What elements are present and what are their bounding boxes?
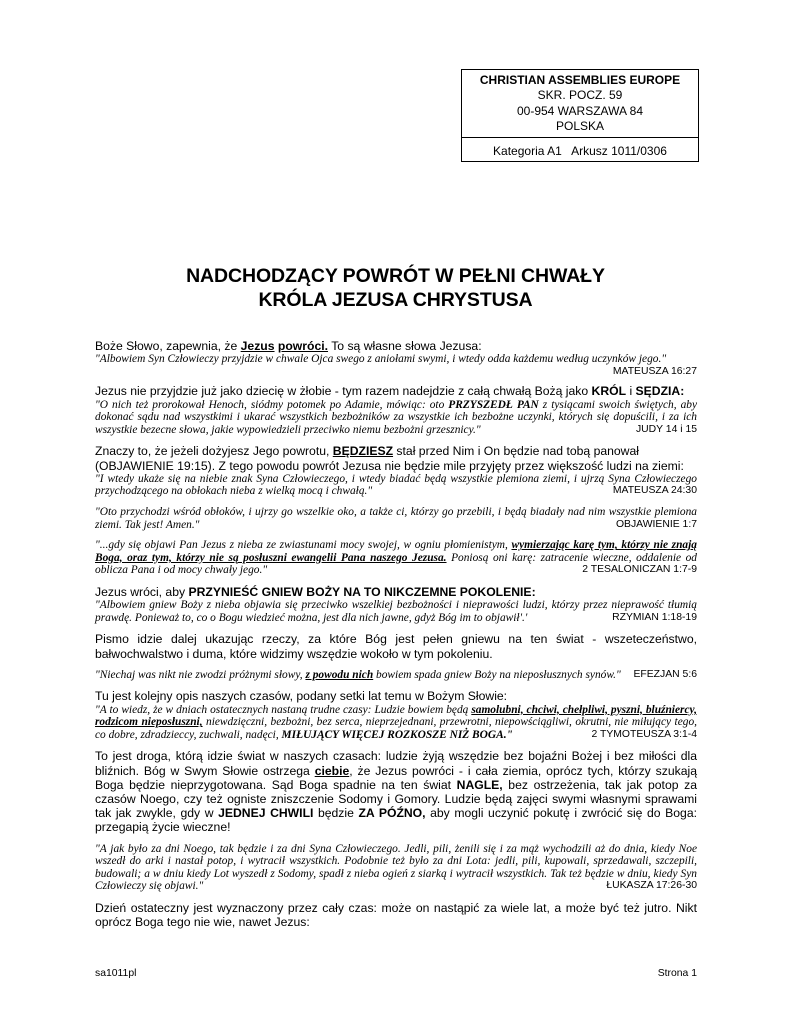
- quote-text: "O nich też prorokował Henoch, siódmy potomek po Adamie, mówiąc: oto: [95, 398, 449, 411]
- quote-text: "A to wiedz, że w dniach ostatecznych nastaną trudne czasy: Ludzie bowiem będą: [95, 703, 472, 716]
- emphasis: PRZYSZEDŁ PAN: [448, 398, 539, 411]
- emphasis: MIŁUJĄCY WIĘCEJ ROZKOSZE NIŻ BOGA.": [281, 728, 513, 741]
- scripture-quote: [95, 399, 697, 437]
- paragraph: Tu jest kolejny opis naszych czasów, podany setki lat temu w Bożym Słowie:: [95, 689, 508, 704]
- quote-text: "Niechaj was nikt nie zwodzi próżnymi słowy,: [95, 668, 306, 681]
- section-8: [95, 669, 697, 682]
- emphasis: ZA PÓŹNO,: [358, 806, 426, 821]
- scripture-reference: MATEUSZA 16:27: [612, 365, 697, 377]
- quote-text: niewdzięczni, bezbożni, bez serca, nieprzejednani, przewrotni, niepowściągliwi, okrutni, nie miłujący tego, co dobre, zdradzieccy, zuchwali, nadęci,: [95, 716, 697, 741]
- emphasis: JEDNEJ CHWILI: [218, 806, 314, 821]
- quote-text: z tysiącami swoich świętych, aby dokonać sądu nad wszystkimi i ukarać wszystkich bezbożników za wszystkie ich bezbożne uczynki, których się dopuścili, i za ich wszystkie bezecne słowa, jakie wypowiedzieli przeciwko niemu bezbożni grzesznicy.": [95, 398, 698, 436]
- address-line-3: POLSKA: [555, 119, 605, 134]
- emphasis: samolubni, chciwi, chełpliwi, pyszni, bluźniercy, rodzicom nieposłuszni,: [95, 703, 697, 729]
- scripture-quote: [95, 353, 697, 366]
- scripture-quote: [95, 599, 697, 624]
- emphasis: wymierzając karę tym, którzy nie znają Boga, oraz tym, którzy nie są posłuszni ewangelii Pana naszego Jezusa.: [95, 539, 697, 564]
- scripture-reference: RZYMIAN 1:18-19: [612, 611, 697, 623]
- scripture-reference: 2 TYMOTEUSZA 3:1-4: [591, 728, 697, 740]
- scripture-reference: JUDY 14 i 15: [635, 423, 697, 435]
- address-box: [461, 69, 699, 162]
- text: Jezus wróci, aby: [95, 584, 189, 599]
- quote-text: "...gdy się objawi Pan Jezus z nieba ze zwiastunami mocy swojej, w ogniu płomienistym,: [95, 539, 512, 552]
- emphasis: powróci.: [277, 339, 329, 353]
- section-2: [95, 384, 697, 436]
- emphasis: NAGLE,: [456, 777, 503, 792]
- title-line-1: NADCHODZĄCY POWRÓT W PEŁNI CHWAŁY: [186, 265, 605, 287]
- text: , że Jezus powróci - i cała ziemia, oprócz tych, którzy szukają Boga będzie nieprzygotowana. Sąd Boga spadnie na ten świat: [95, 763, 697, 792]
- text: Boże Słowo, zapewnia, że: [95, 339, 241, 353]
- text: stał przed Nim i On będzie nad tobą panował (OBJAWIENIE 19:15). Z tego powodu powrót Jezusa nie będzie mile przyjęty przez większość ludzi na ziemi:: [95, 444, 684, 473]
- document-body: [95, 339, 697, 937]
- scripture-quote: [95, 669, 697, 682]
- paragraph: [95, 444, 697, 472]
- paragraph: Dzień ostateczny jest wyznaczony przez cały czas: może on nastąpić za wiele lat, a może być też jutro. Nikt oprócz Boga tego nie wie, nawet Jezus:: [95, 900, 697, 930]
- emphasis: ciebie: [314, 763, 350, 778]
- scripture-quote: [95, 506, 697, 531]
- organization-name: CHRISTIAN ASSEMBLIES EUROPE: [479, 73, 681, 87]
- text: Jezus nie przyjdzie już jako dziecię w żłobie - tym razem nadejdzie z całą chwałą Bożą jako: [95, 384, 592, 399]
- section-5: [95, 539, 697, 577]
- emphasis: SĘDZIA:: [635, 384, 685, 399]
- text: bez ostrzeżenia, tak jak potop za czasów Noego, czy też ogniste zniszczenie Sodomy i Gomory. Ludzie będą zajęci swymi własnymi sprawami tak jak zwykle, gdy w: [95, 777, 697, 821]
- section-1: [95, 339, 697, 378]
- address-line-2: 00-954 WARSZAWA 84: [516, 103, 644, 118]
- quote-text: "Albowiem gniew Boży z nieba objawia się przeciwko wszelkiej bezbożności i nieprawości ludzi, którzy przez nieprawość tłumią prawdę. Ponieważ to, co o Bogu wiedzieć można, jest dla nich jawne, gdyż Bóg im to objawił'.': [95, 599, 697, 624]
- address-line-1: SKR. POCZ. 59: [537, 88, 623, 103]
- paragraph: [95, 749, 697, 834]
- section-9: [95, 689, 697, 741]
- footer-document-id: sa1011pl: [95, 968, 137, 979]
- scripture-reference: ŁUKASZA 17:26-30: [606, 880, 697, 892]
- emphasis: z powodu nich: [305, 668, 374, 681]
- text: To są własne słowa Jezusa:: [328, 339, 482, 353]
- section-10: [95, 749, 697, 834]
- scripture-quote: [95, 473, 697, 498]
- emphasis: Jezus: [240, 339, 275, 353]
- emphasis: BĘDZIESZ: [332, 444, 394, 459]
- scripture-quote: [95, 704, 697, 742]
- page-title: [0, 264, 791, 312]
- section-3: [95, 444, 697, 498]
- scripture-reference: OBJAWIENIE 1:7: [615, 518, 697, 530]
- section-6: [95, 585, 697, 624]
- emphasis: PRZYNIEŚĆ GNIEW BOŻY NA TO NIKCZEMNE POKOLENIE:: [188, 584, 536, 599]
- paragraph: [95, 585, 697, 599]
- quote-text: Poniosą oni karę: zatracenie wieczne, oddalenie od oblicza Pana i od mocy chwały jego.": [95, 551, 697, 577]
- quote-text: bowiem spada gniew Boży na nieposłusznych synów.": [373, 668, 621, 681]
- paragraph: Pismo idzie dalej ukazując rzeczy, za które Bóg jest pełen gniewu na ten świat - wszeteczeństwo, bałwochwalstwo i duma, które widzimy wszędzie wokoło w tym pokoleniu.: [95, 632, 697, 661]
- scripture-reference: MATEUSZA 24:30: [612, 485, 697, 497]
- scripture-quote: [95, 843, 697, 893]
- title-line-2: KRÓLA JEZUSA CHRYSTUSA: [258, 289, 533, 311]
- address-block: [462, 70, 698, 138]
- paragraph: [95, 339, 697, 353]
- text: i: [626, 384, 636, 399]
- emphasis: KRÓL: [591, 384, 627, 399]
- section-7: [95, 632, 697, 660]
- quote-text: "Oto przychodzi wśród obłoków, i ujrzy go wszelkie oko, a także ci, którzy go przebili, i będą biadały nad nim wszystkie plemiona ziemi. Tak jest! Amen.": [95, 505, 697, 531]
- section-12: [95, 901, 697, 929]
- text: Znaczy to, że jeżeli dożyjesz Jego powrotu,: [95, 444, 333, 459]
- footer-page-number: Strona 1: [657, 968, 697, 979]
- section-4: [95, 506, 697, 531]
- quote-text: "I wtedy ukaże się na niebie znak Syna Człowieczego, i wtedy biadać będą wszystkie plemiona ziemi, i ujrzą Syna Człowieczego przychodzącego na obłokach nieba z wielką mocą i chwałą.": [95, 472, 697, 498]
- text: będzie: [313, 806, 359, 821]
- paragraph: [95, 384, 697, 398]
- text: To jest droga, którą idzie świat w naszych czasach: ludzie żyją wszędzie bez bojaźni Bożej i bez miłości dla bliźnich. Bóg w Swym Słowie ostrzega: [95, 749, 697, 778]
- quote-text: "A jak było za dni Noego, tak będzie i za dni Syna Człowieczego. Jedli, pili, żenili się i za mąż wychodzili aż do dnia, kiedy Noe wszedł do arki i nastał potop, i wytracił wszystkich. Podobnie też było za dni Lota: jedli, pili, kupowali, sprzedawali, szczepili, budowali; a w dniu kiedy Lot wyszedł z Sodomy, spadł z nieba ogień z siarką i wytracił wszystkich. Tak też będzie w dniu, kiedy Syn Człowieczy się objawi.": [95, 842, 697, 893]
- scripture-reference: 2 TESALONICZAN 1:7-9: [582, 564, 697, 576]
- text: aby mogli uczynić pokutę i zwrócić się do Boga: przegapią życie wieczne!: [95, 806, 697, 835]
- quote-text: "Albowiem Syn Człowieczy przyjdzie w chwale Ojca swego z aniołami swymi, i wtedy odda każdemu według uczynków jego.": [95, 353, 667, 366]
- scripture-quote: [95, 539, 697, 577]
- category-line: Kategoria A1 Arkusz 1011/0306: [493, 144, 667, 158]
- section-11: [95, 843, 697, 893]
- scripture-reference: EFEZJAN 5:6: [633, 668, 697, 680]
